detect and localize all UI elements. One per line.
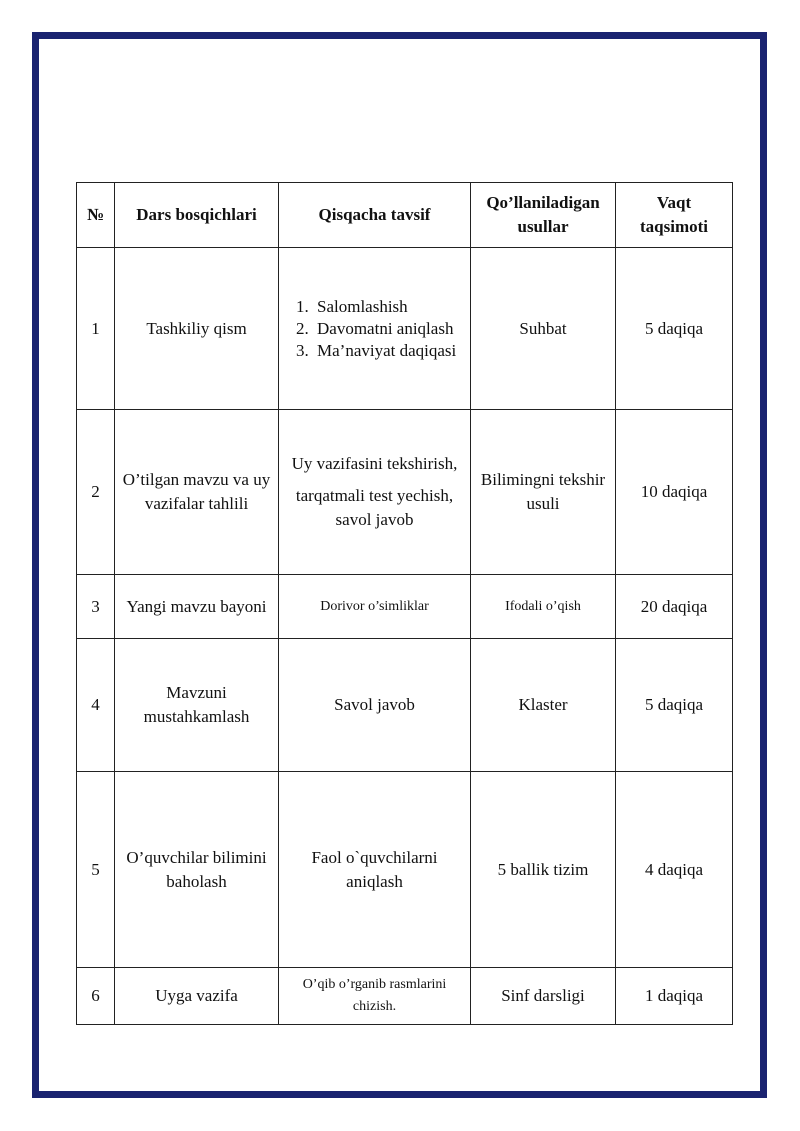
table-row: [77, 410, 733, 575]
list-item: 3. Ma’naviyat daqiqasi: [313, 340, 464, 362]
cell-desc: [279, 248, 471, 410]
cell-methods: Bilimingni tekshir usuli: [471, 410, 616, 575]
cell-stage: Mavzuni mustahkamlash: [115, 639, 279, 772]
cell-methods: Suhbat: [471, 248, 616, 410]
cell-desc: Faol o`quvchilarni aniqlash: [279, 772, 471, 968]
table-header-row: [77, 183, 733, 248]
cell-desc: Dorivor o’simliklar: [279, 575, 471, 639]
cell-time: 4 daqiqa: [616, 772, 733, 968]
cell-time: 5 daqiqa: [616, 639, 733, 772]
list-item: 2. Davomatni aniqlash: [313, 318, 464, 340]
cell-time: 20 daqiqa: [616, 575, 733, 639]
cell-desc: Savol javob: [279, 639, 471, 772]
desc-line: tarqatmali test yechish, savol javob: [295, 486, 454, 529]
list-item: 1. Salomlashish: [313, 296, 464, 318]
cell-num: 1: [77, 248, 115, 410]
cell-desc: [279, 410, 471, 575]
header-stage: Dars bosqichlari: [115, 183, 279, 248]
cell-stage: Uyga vazifa: [115, 968, 279, 1025]
header-time: Vaqt taqsimoti: [616, 183, 733, 248]
table-row: [77, 968, 733, 1025]
cell-stage: O’quvchilar bilimini baholash: [115, 772, 279, 968]
cell-methods: Klaster: [471, 639, 616, 772]
cell-num: 5: [77, 772, 115, 968]
cell-time: 10 daqiqa: [616, 410, 733, 575]
header-desc: Qisqacha tavsif: [279, 183, 471, 248]
cell-num: 4: [77, 639, 115, 772]
table-row: [77, 248, 733, 410]
cell-desc: O’qib o’rganib rasmlarini chizish.: [279, 968, 471, 1025]
cell-num: 6: [77, 968, 115, 1025]
cell-time: 5 daqiqa: [616, 248, 733, 410]
cell-stage: O’tilgan mavzu va uy vazifalar tahlili: [115, 410, 279, 575]
cell-time: 1 daqiqa: [616, 968, 733, 1025]
cell-stage: Yangi mavzu bayoni: [115, 575, 279, 639]
cell-methods: Sinf darsligi: [471, 968, 616, 1025]
table-row: [77, 772, 733, 968]
desc-list: [285, 296, 464, 362]
table-row: [77, 639, 733, 772]
table-row: [77, 575, 733, 639]
cell-num: 3: [77, 575, 115, 639]
cell-methods: 5 ballik tizim: [471, 772, 616, 968]
header-num: №: [77, 183, 115, 248]
desc-line: Uy vazifasini tekshirish,: [291, 454, 458, 473]
cell-methods: Ifodali o’qish: [471, 575, 616, 639]
cell-stage: Tashkiliy qism: [115, 248, 279, 410]
header-methods: Qo’llaniladigan usullar: [471, 183, 616, 248]
lesson-plan-table: [76, 182, 733, 1025]
cell-num: 2: [77, 410, 115, 575]
